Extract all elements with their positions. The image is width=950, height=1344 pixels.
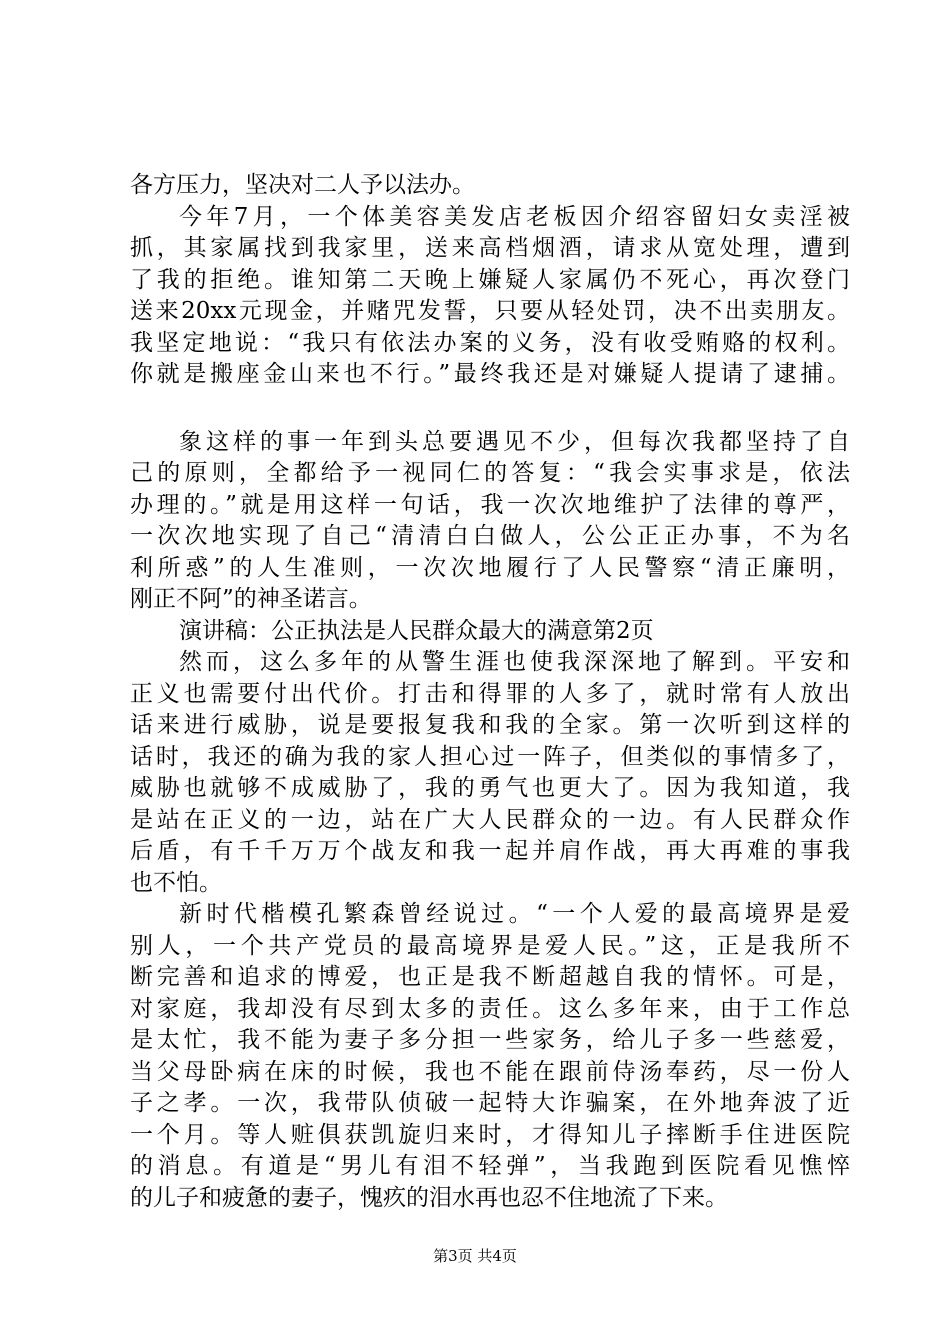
text-line: 对家庭，我却没有尽到太多的责任。这么多年来，由于工作总 [130,995,850,1022]
text-line: 各方压力，坚决对二人予以法办。 [130,172,475,198]
paragraph-gap [130,391,850,427]
text-line: 利所惑”的人生准则，一次次地履行了人民警察“清正廉明， [130,554,850,581]
text-line: 子之孝。一次，我带队侦破一起特大诈骗案，在外地奔波了近 [130,1090,850,1116]
text-line: 是站在正义的一边，站在广大人民群众的一边。有人民群众作 [130,806,850,833]
text-line: 后盾，有千千万万个战友和我一起并肩作战，再大再难的事我 [130,838,850,864]
text-line: 一次次地实现了自己“清清白白做人，公公正正办事，不为名 [130,523,850,549]
text-line: 刚正不阿”的神圣诺言。 [130,586,372,612]
text-line: 抓，其家属找到我家里，送来高档烟酒，请求从宽处理，遭到 [130,235,850,261]
text-line: 威胁也就够不成威胁了，我的勇气也更大了。因为我知道，我 [130,775,850,801]
page-footer [0,1246,950,1266]
text-line: 送来20xx元现金，并赌咒发誓，只要从轻处罚，决不出卖朋友。 [130,298,850,324]
text-line: 别人，一个共产党员的最高境界是爱人民。”这，正是我所不 [130,932,850,959]
text-line: 你就是搬座金山来也不行。”最终我还是对嫌疑人提请了逮捕。 [130,361,850,387]
text-line: 象这样的事一年到头总要遇见不少，但每次我都坚持了自 [179,428,850,455]
text-line: 然而，这么多年的从警生涯也使我深深地了解到。平安和 [179,649,850,675]
text-line: 是太忙，我不能为妻子多分担一些家务，给儿子多一些慈爱， [130,1027,850,1053]
text-line: 也不怕。 [130,869,222,896]
text-line: 新时代楷模孔繁森曾经说过。“一个人爱的最高境界是爱 [179,901,850,927]
text-line: 己的原则，全都给予一视同仁的答复：“我会实事求是，依法 [130,460,850,486]
text-line: 话时，我还的确为我的家人担心过一阵子，但类似的事情多了， [130,743,850,770]
text-line: 话来进行威胁，说是要报复我和我的全家。第一次听到这样的 [130,712,850,738]
document-body [130,170,850,1214]
text-line: 一个月。等人赃俱获凯旋归来时，才得知儿子摔断手住进医院 [130,1121,850,1148]
text-line: 的儿子和疲惫的妻子，愧疚的泪水再也忍不住地流了下来。 [130,1184,728,1211]
page-number-label: 第3页 共4页 [433,1247,517,1265]
text-line: 了我的拒绝。谁知第二天晚上嫌疑人家属仍不死心，再次登门 [130,266,850,293]
text-line: 当父母卧病在床的时候，我也不能在跟前侍汤奉药，尽一份人 [130,1058,850,1085]
text-line: 正义也需要付出代价。打击和得罪的人多了，就时常有人放出 [130,680,850,707]
text-line: 断完善和追求的博爱，也正是我不断超越自我的情怀。可是， [130,964,850,990]
text-line: 的消息。有道是“男儿有泪不轻弹”，当我跑到医院看见憔悴 [130,1153,850,1179]
text-line: 我坚定地说：“我只有依法办案的义务，没有收受贿赂的权利。 [130,329,850,356]
text-line: 今年7月，一个体美容美发店老板因介绍容留妇女卖淫被 [179,203,850,230]
section-title-line: 演讲稿：公正执法是人民群众最大的满意第2页 [179,617,654,644]
text-line: 办理的。”就是用这样一句话，我一次次地维护了法律的尊严， [130,491,850,518]
